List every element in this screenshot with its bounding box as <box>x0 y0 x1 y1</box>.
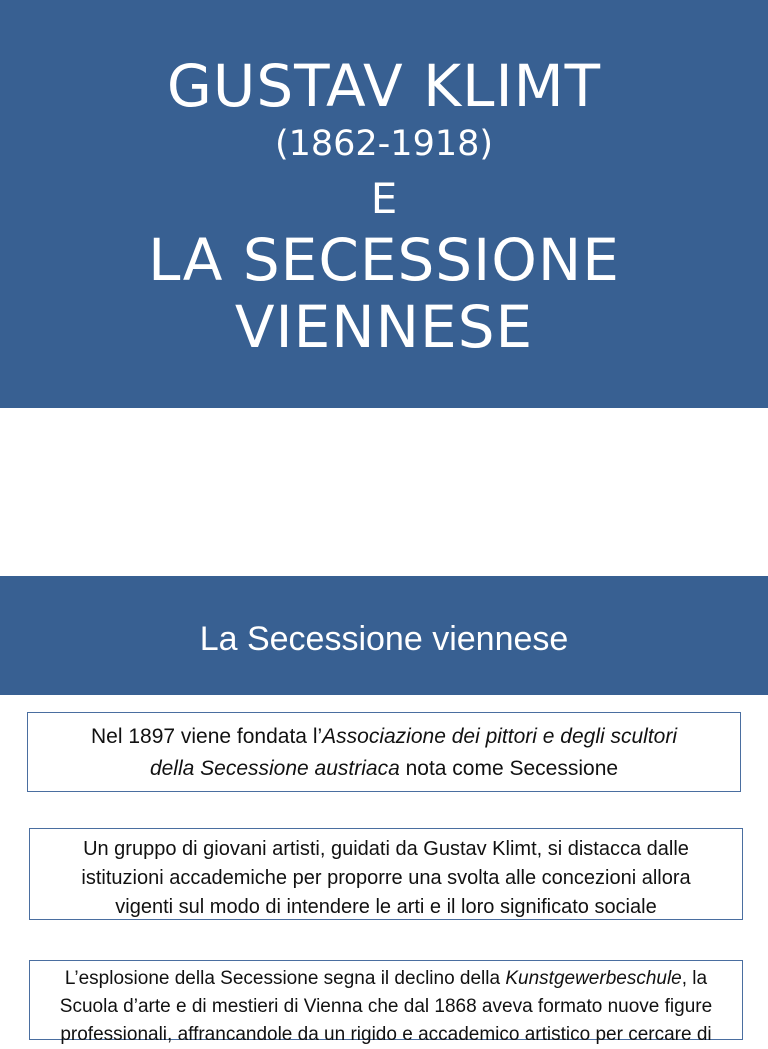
founding-association-name-cont: della Secessione austriaca <box>149 757 400 780</box>
slide-title-subject-line2: VIENNESE <box>234 293 534 361</box>
text-box-founding-line1 <box>28 721 740 753</box>
explosion-text-b: , la <box>681 968 708 989</box>
title-slide-banner <box>0 0 768 408</box>
founding-association-name: Associazione dei pittori e degli scultori <box>322 725 678 748</box>
text-box-founding-line2 <box>28 753 740 785</box>
text-box-artists-group <box>29 828 743 920</box>
text-box-founding <box>27 712 741 792</box>
text-box-explosion <box>29 960 743 1045</box>
slide-title-years: (1862-1918) <box>274 124 494 164</box>
slide-title-conjunction: E <box>370 174 398 223</box>
explosion-line1 <box>30 965 742 993</box>
artists-group-line3: vigenti sul modo di intendere le arti e il loro significato sociale <box>115 896 657 918</box>
slide-title-subject-line1: LA SECESSIONE <box>148 226 620 294</box>
founding-text-b: nota come Secessione <box>399 757 619 780</box>
artists-group-line2: istituzioni accademiche per proporre una svolta alle concezioni allora <box>81 867 691 889</box>
explosion-text-a: L’esplosione della Secessione segna il declino della <box>64 968 506 989</box>
explosion-line3: professionali, affrancandole da un rigido e accademico artistico per cercare di <box>60 1024 712 1045</box>
slide-title-name: GUSTAV KLIMT <box>166 52 602 120</box>
explosion-line2: Scuola d’arte e di mestieri di Vienna che dal 1868 aveva formato nuove figure <box>59 996 713 1017</box>
section-title: La Secessione viennese <box>199 620 569 658</box>
founding-text-a: Nel 1897 viene fondata l’ <box>90 725 323 748</box>
artists-group-line1: Un gruppo di giovani artisti, guidati da Gustav Klimt, si distacca dalle <box>83 838 689 860</box>
explosion-school-name: Kunstgewerbeschule <box>505 968 682 989</box>
